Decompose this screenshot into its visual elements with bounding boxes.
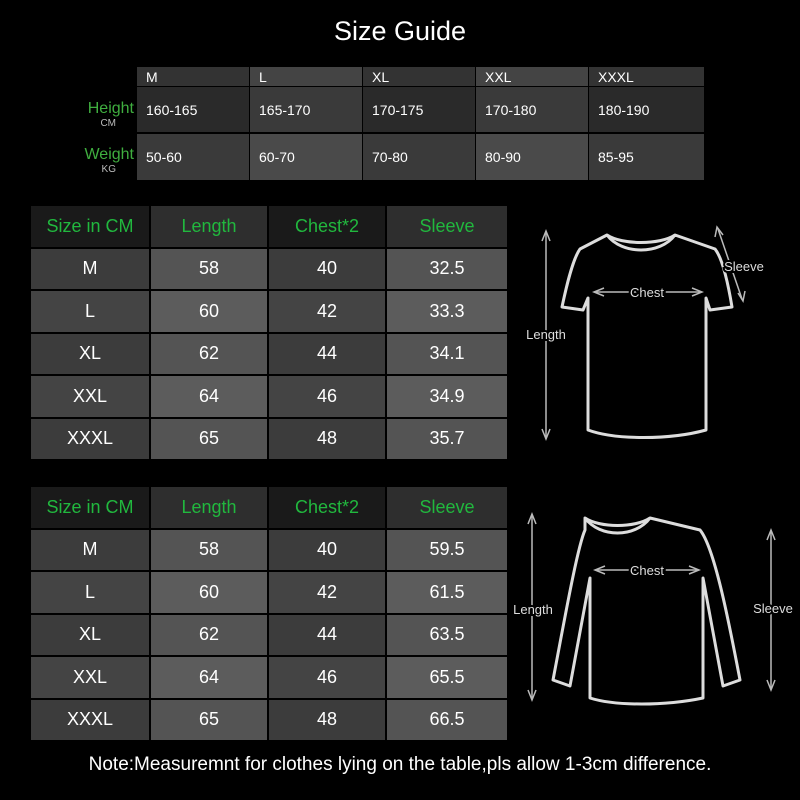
- tshirt-value-cell: 33.3: [387, 291, 507, 332]
- longsleeve-column-header: Size in CM: [31, 487, 149, 528]
- tshirt-value-cell: 64: [151, 376, 267, 417]
- tshirt-value-cell: 34.9: [387, 376, 507, 417]
- longsleeve-value-cell: 60: [151, 572, 267, 613]
- longsleeve-value-cell: 48: [269, 700, 385, 741]
- tshirt-value-cell: 48: [269, 419, 385, 460]
- tshirt-size-table: [31, 206, 509, 460]
- tshirt-diagram: [510, 215, 800, 450]
- longsleeve-value-cell: 65: [151, 700, 267, 741]
- tshirt-outline: [562, 235, 732, 438]
- tshirt-value-cell: 46: [269, 376, 385, 417]
- tshirt-length-label: Length: [526, 327, 566, 342]
- longsleeve-value-cell: 66.5: [387, 700, 507, 741]
- height-value-cell: 170-175: [363, 87, 475, 132]
- tshirt-size-cell: M: [31, 249, 149, 290]
- tshirt-value-cell: 62: [151, 334, 267, 375]
- tshirt-value-cell: 42: [269, 291, 385, 332]
- longsleeve-size-cell: M: [31, 530, 149, 571]
- size-summary-cells: [137, 67, 705, 181]
- size-header-cell: XXL: [476, 67, 588, 86]
- longsleeve-value-cell: 40: [269, 530, 385, 571]
- size-header-cell: XXXL: [589, 67, 704, 86]
- tshirt-column-header: Chest*2: [269, 206, 385, 247]
- tshirt-size-cell: XL: [31, 334, 149, 375]
- tshirt-value-cell: 34.1: [387, 334, 507, 375]
- height-value-cell: 180-190: [589, 87, 704, 132]
- tshirt-value-cell: 35.7: [387, 419, 507, 460]
- longsleeve-column-header: Chest*2: [269, 487, 385, 528]
- tshirt-value-cell: 65: [151, 419, 267, 460]
- longsleeve-value-cell: 63.5: [387, 615, 507, 656]
- tshirt-sleeve-label: Sleeve: [724, 259, 764, 274]
- height-label: Height: [87, 100, 134, 117]
- weight-unit: KG: [101, 164, 116, 175]
- longsleeve-chest-label: Chest: [630, 563, 664, 578]
- tshirt-size-cell: XXL: [31, 376, 149, 417]
- size-header-cell: XL: [363, 67, 475, 86]
- tshirt-size-cell: L: [31, 291, 149, 332]
- weight-row-label: [68, 146, 134, 176]
- longsleeve-value-cell: 65.5: [387, 657, 507, 698]
- longsleeve-column-header: Length: [151, 487, 267, 528]
- height-value-cell: 160-165: [137, 87, 249, 132]
- height-value-cell: 170-180: [476, 87, 588, 132]
- tshirt-value-cell: 32.5: [387, 249, 507, 290]
- weight-value-cell: 85-95: [589, 134, 704, 180]
- longsleeve-value-cell: 46: [269, 657, 385, 698]
- tshirt-column-header: Size in CM: [31, 206, 149, 247]
- longsleeve-length-label: Length: [513, 602, 553, 617]
- tshirt-column-header: Sleeve: [387, 206, 507, 247]
- tshirt-column-header: Length: [151, 206, 267, 247]
- size-header-cell: M: [137, 67, 249, 86]
- longsleeve-size-cell: XXXL: [31, 700, 149, 741]
- longsleeve-column-header: Sleeve: [387, 487, 507, 528]
- height-value-cell: 165-170: [250, 87, 362, 132]
- longsleeve-value-cell: 64: [151, 657, 267, 698]
- longsleeve-size-table: [31, 487, 509, 741]
- longsleeve-value-cell: 42: [269, 572, 385, 613]
- height-unit: CM: [100, 118, 116, 129]
- longsleeve-value-cell: 58: [151, 530, 267, 571]
- tshirt-chest-label: Chest: [630, 285, 664, 300]
- tshirt-value-cell: 58: [151, 249, 267, 290]
- longsleeve-size-cell: XXL: [31, 657, 149, 698]
- longsleeve-outline: [553, 518, 740, 704]
- weight-value-cell: 80-90: [476, 134, 588, 180]
- height-row-label: [68, 100, 134, 130]
- tshirt-value-cell: 40: [269, 249, 385, 290]
- tshirt-size-cell: XXXL: [31, 419, 149, 460]
- longsleeve-size-cell: XL: [31, 615, 149, 656]
- longsleeve-value-cell: 61.5: [387, 572, 507, 613]
- weight-value-cell: 50-60: [137, 134, 249, 180]
- longsleeve-value-cell: 44: [269, 615, 385, 656]
- size-header-cell: L: [250, 67, 362, 86]
- page-title: Size Guide: [333, 16, 467, 46]
- tshirt-value-cell: 60: [151, 291, 267, 332]
- longsleeve-diagram: [505, 508, 800, 718]
- measurement-note: Note:Measuremnt for clothes lying on the table,pls allow 1-3cm difference.: [88, 754, 712, 775]
- weight-label: Weight: [84, 146, 134, 163]
- longsleeve-size-cell: L: [31, 572, 149, 613]
- tshirt-value-cell: 44: [269, 334, 385, 375]
- weight-value-cell: 70-80: [363, 134, 475, 180]
- longsleeve-value-cell: 62: [151, 615, 267, 656]
- weight-value-cell: 60-70: [250, 134, 362, 180]
- longsleeve-sleeve-label: Sleeve: [753, 601, 793, 616]
- longsleeve-value-cell: 59.5: [387, 530, 507, 571]
